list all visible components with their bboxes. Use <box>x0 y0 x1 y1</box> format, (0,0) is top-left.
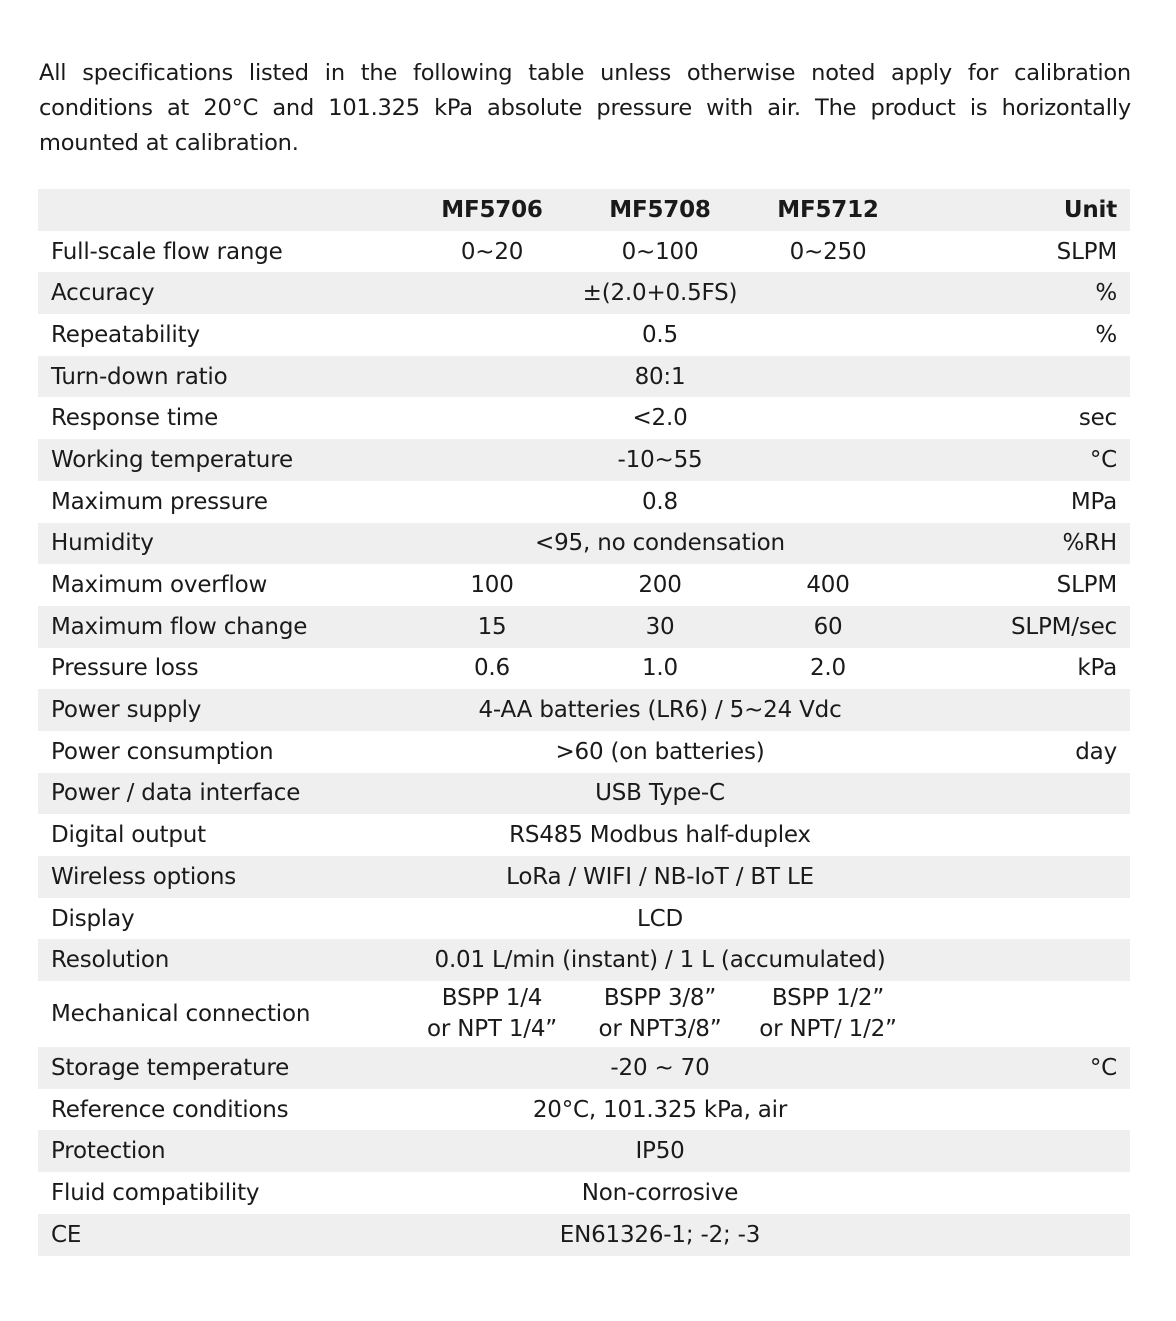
row-label: Repeatability <box>51 321 200 348</box>
row-unit: day <box>1075 738 1117 765</box>
table-row <box>38 314 1130 356</box>
row-value: IP50 <box>635 1138 685 1165</box>
row-value-mf5706: 0.6 <box>474 655 510 682</box>
row-unit: °C <box>1089 446 1117 473</box>
header-mf5708: MF5708 <box>609 196 711 223</box>
row-value-mf5712: 0~250 <box>789 238 867 265</box>
connection-line-2: or NPT/ 1/2” <box>759 1016 897 1043</box>
row-value-mf5708 <box>576 981 744 1047</box>
header-label <box>38 189 408 231</box>
row-unit: SLPM <box>1056 572 1117 599</box>
row-unit <box>912 814 1130 856</box>
row-unit: MPa <box>1070 488 1117 515</box>
row-value: EN61326-1; -2; -3 <box>559 1221 761 1248</box>
table-row <box>38 814 1130 856</box>
row-value: RS485 Modbus half-duplex <box>509 822 811 849</box>
table-row <box>38 356 1130 398</box>
connection-line-1: BSPP 1/2” <box>771 985 885 1012</box>
row-value-mf5706: 0~20 <box>460 238 524 265</box>
table-row <box>38 898 1130 940</box>
row-value: 20°C, 101.325 kPa, air <box>532 1096 788 1123</box>
row-value-mf5706: 15 <box>477 613 507 640</box>
row-value: -10~55 <box>617 446 703 473</box>
row-unit: SLPM <box>1056 238 1117 265</box>
row-label: Maximum flow change <box>51 613 308 640</box>
row-label: Mechanical connection <box>51 1001 311 1028</box>
row-label: Power / data interface <box>51 780 301 807</box>
table-row <box>38 606 1130 648</box>
connection-line-2: or NPT3/8” <box>598 1016 722 1043</box>
row-unit <box>912 981 1130 1047</box>
row-value: >60 (on batteries) <box>555 738 765 765</box>
row-label: Accuracy <box>51 280 155 307</box>
table-row <box>38 272 1130 314</box>
intro-paragraph: All specifications listed in the following table unless otherwise noted apply for calibration conditions at 20°C and 101.325 kPa absolute pressure with air. The product is horizontally mounted at calibration. <box>39 59 1131 156</box>
row-label: Maximum overflow <box>51 572 268 599</box>
row-label: Working temperature <box>51 446 293 473</box>
row-value-mf5712: 60 <box>813 613 843 640</box>
row-label: Full-scale flow range <box>51 238 283 265</box>
row-unit <box>912 898 1130 940</box>
row-unit <box>912 1172 1130 1214</box>
table-row <box>38 1130 1130 1172</box>
row-unit <box>912 773 1130 815</box>
row-unit <box>912 1214 1130 1256</box>
row-value-mf5712: 400 <box>806 572 850 599</box>
row-value: 80:1 <box>634 363 686 390</box>
table-row <box>38 481 1130 523</box>
row-label: Turn-down ratio <box>51 363 228 390</box>
row-label: Resolution <box>51 947 170 974</box>
table-row <box>38 981 1130 1047</box>
row-value: LoRa / WIFI / NB-IoT / BT LE <box>506 863 814 890</box>
row-unit: SLPM/sec <box>1010 613 1117 640</box>
table-row <box>38 397 1130 439</box>
connection-line-1: BSPP 3/8” <box>603 985 717 1012</box>
row-unit: sec <box>1078 405 1117 432</box>
row-value: USB Type-C <box>595 780 725 807</box>
row-value: 0.01 L/min (instant) / 1 L (accumulated) <box>434 947 886 974</box>
row-label: Fluid compatibility <box>51 1179 260 1206</box>
table-header-row <box>38 189 1130 231</box>
row-value: <2.0 <box>632 405 688 432</box>
row-label: Storage temperature <box>51 1054 290 1081</box>
row-label: Response time <box>51 405 219 432</box>
row-label: Digital output <box>51 822 206 849</box>
table-row <box>38 939 1130 981</box>
row-value: Non-corrosive <box>581 1179 739 1206</box>
table-row <box>38 439 1130 481</box>
row-unit <box>912 939 1130 981</box>
table-row <box>38 523 1130 565</box>
table-row <box>38 1047 1130 1089</box>
row-unit <box>912 356 1130 398</box>
header-mf5712: MF5712 <box>777 196 879 223</box>
row-value: <95, no condensation <box>535 530 785 557</box>
row-unit <box>912 689 1130 731</box>
row-label: Pressure loss <box>51 655 199 682</box>
row-unit: kPa <box>1077 655 1117 682</box>
table-row <box>38 231 1130 273</box>
connection-line-1: BSPP 1/4 <box>441 985 543 1012</box>
row-unit <box>912 1089 1130 1131</box>
row-value: -20 ~ 70 <box>610 1054 710 1081</box>
row-label: Display <box>51 905 135 932</box>
table-row <box>38 856 1130 898</box>
row-label: Protection <box>51 1138 166 1165</box>
table-row <box>38 648 1130 690</box>
row-value-mf5708: 0~100 <box>621 238 699 265</box>
row-label: Power supply <box>51 697 202 724</box>
table-row <box>38 1089 1130 1131</box>
row-label: Power consumption <box>51 738 274 765</box>
connection-line-2: or NPT 1/4” <box>426 1016 557 1043</box>
table-row <box>38 773 1130 815</box>
row-value-mf5706 <box>408 981 576 1047</box>
table-row <box>38 1214 1130 1256</box>
row-value-mf5708: 1.0 <box>642 655 678 682</box>
header-mf5706: MF5706 <box>441 196 543 223</box>
row-value: ±(2.0+0.5FS) <box>582 280 738 307</box>
table-row <box>38 689 1130 731</box>
row-value: LCD <box>637 905 683 932</box>
row-unit: %RH <box>1062 530 1117 557</box>
row-unit <box>912 856 1130 898</box>
row-value-mf5708: 30 <box>645 613 675 640</box>
specifications-table <box>38 189 1130 1256</box>
row-label: Maximum pressure <box>51 488 268 515</box>
row-label: Wireless options <box>51 863 237 890</box>
row-value: 0.5 <box>642 321 678 348</box>
table-row <box>38 1172 1130 1214</box>
row-label: Reference conditions <box>51 1096 289 1123</box>
row-value: 4-AA batteries (LR6) / 5~24 Vdc <box>478 697 842 724</box>
table-row <box>38 731 1130 773</box>
row-label: CE <box>51 1221 82 1248</box>
row-value-mf5712 <box>744 981 912 1047</box>
row-label: Humidity <box>51 530 154 557</box>
row-value: 0.8 <box>642 488 678 515</box>
header-unit: Unit <box>1063 196 1117 223</box>
table-row <box>38 564 1130 606</box>
row-value-mf5706: 100 <box>470 572 514 599</box>
row-unit <box>912 1130 1130 1172</box>
row-unit: % <box>1095 321 1117 348</box>
row-unit: % <box>1095 280 1117 307</box>
row-unit: °C <box>1089 1054 1117 1081</box>
row-value-mf5708: 200 <box>638 572 682 599</box>
row-value-mf5712: 2.0 <box>810 655 846 682</box>
